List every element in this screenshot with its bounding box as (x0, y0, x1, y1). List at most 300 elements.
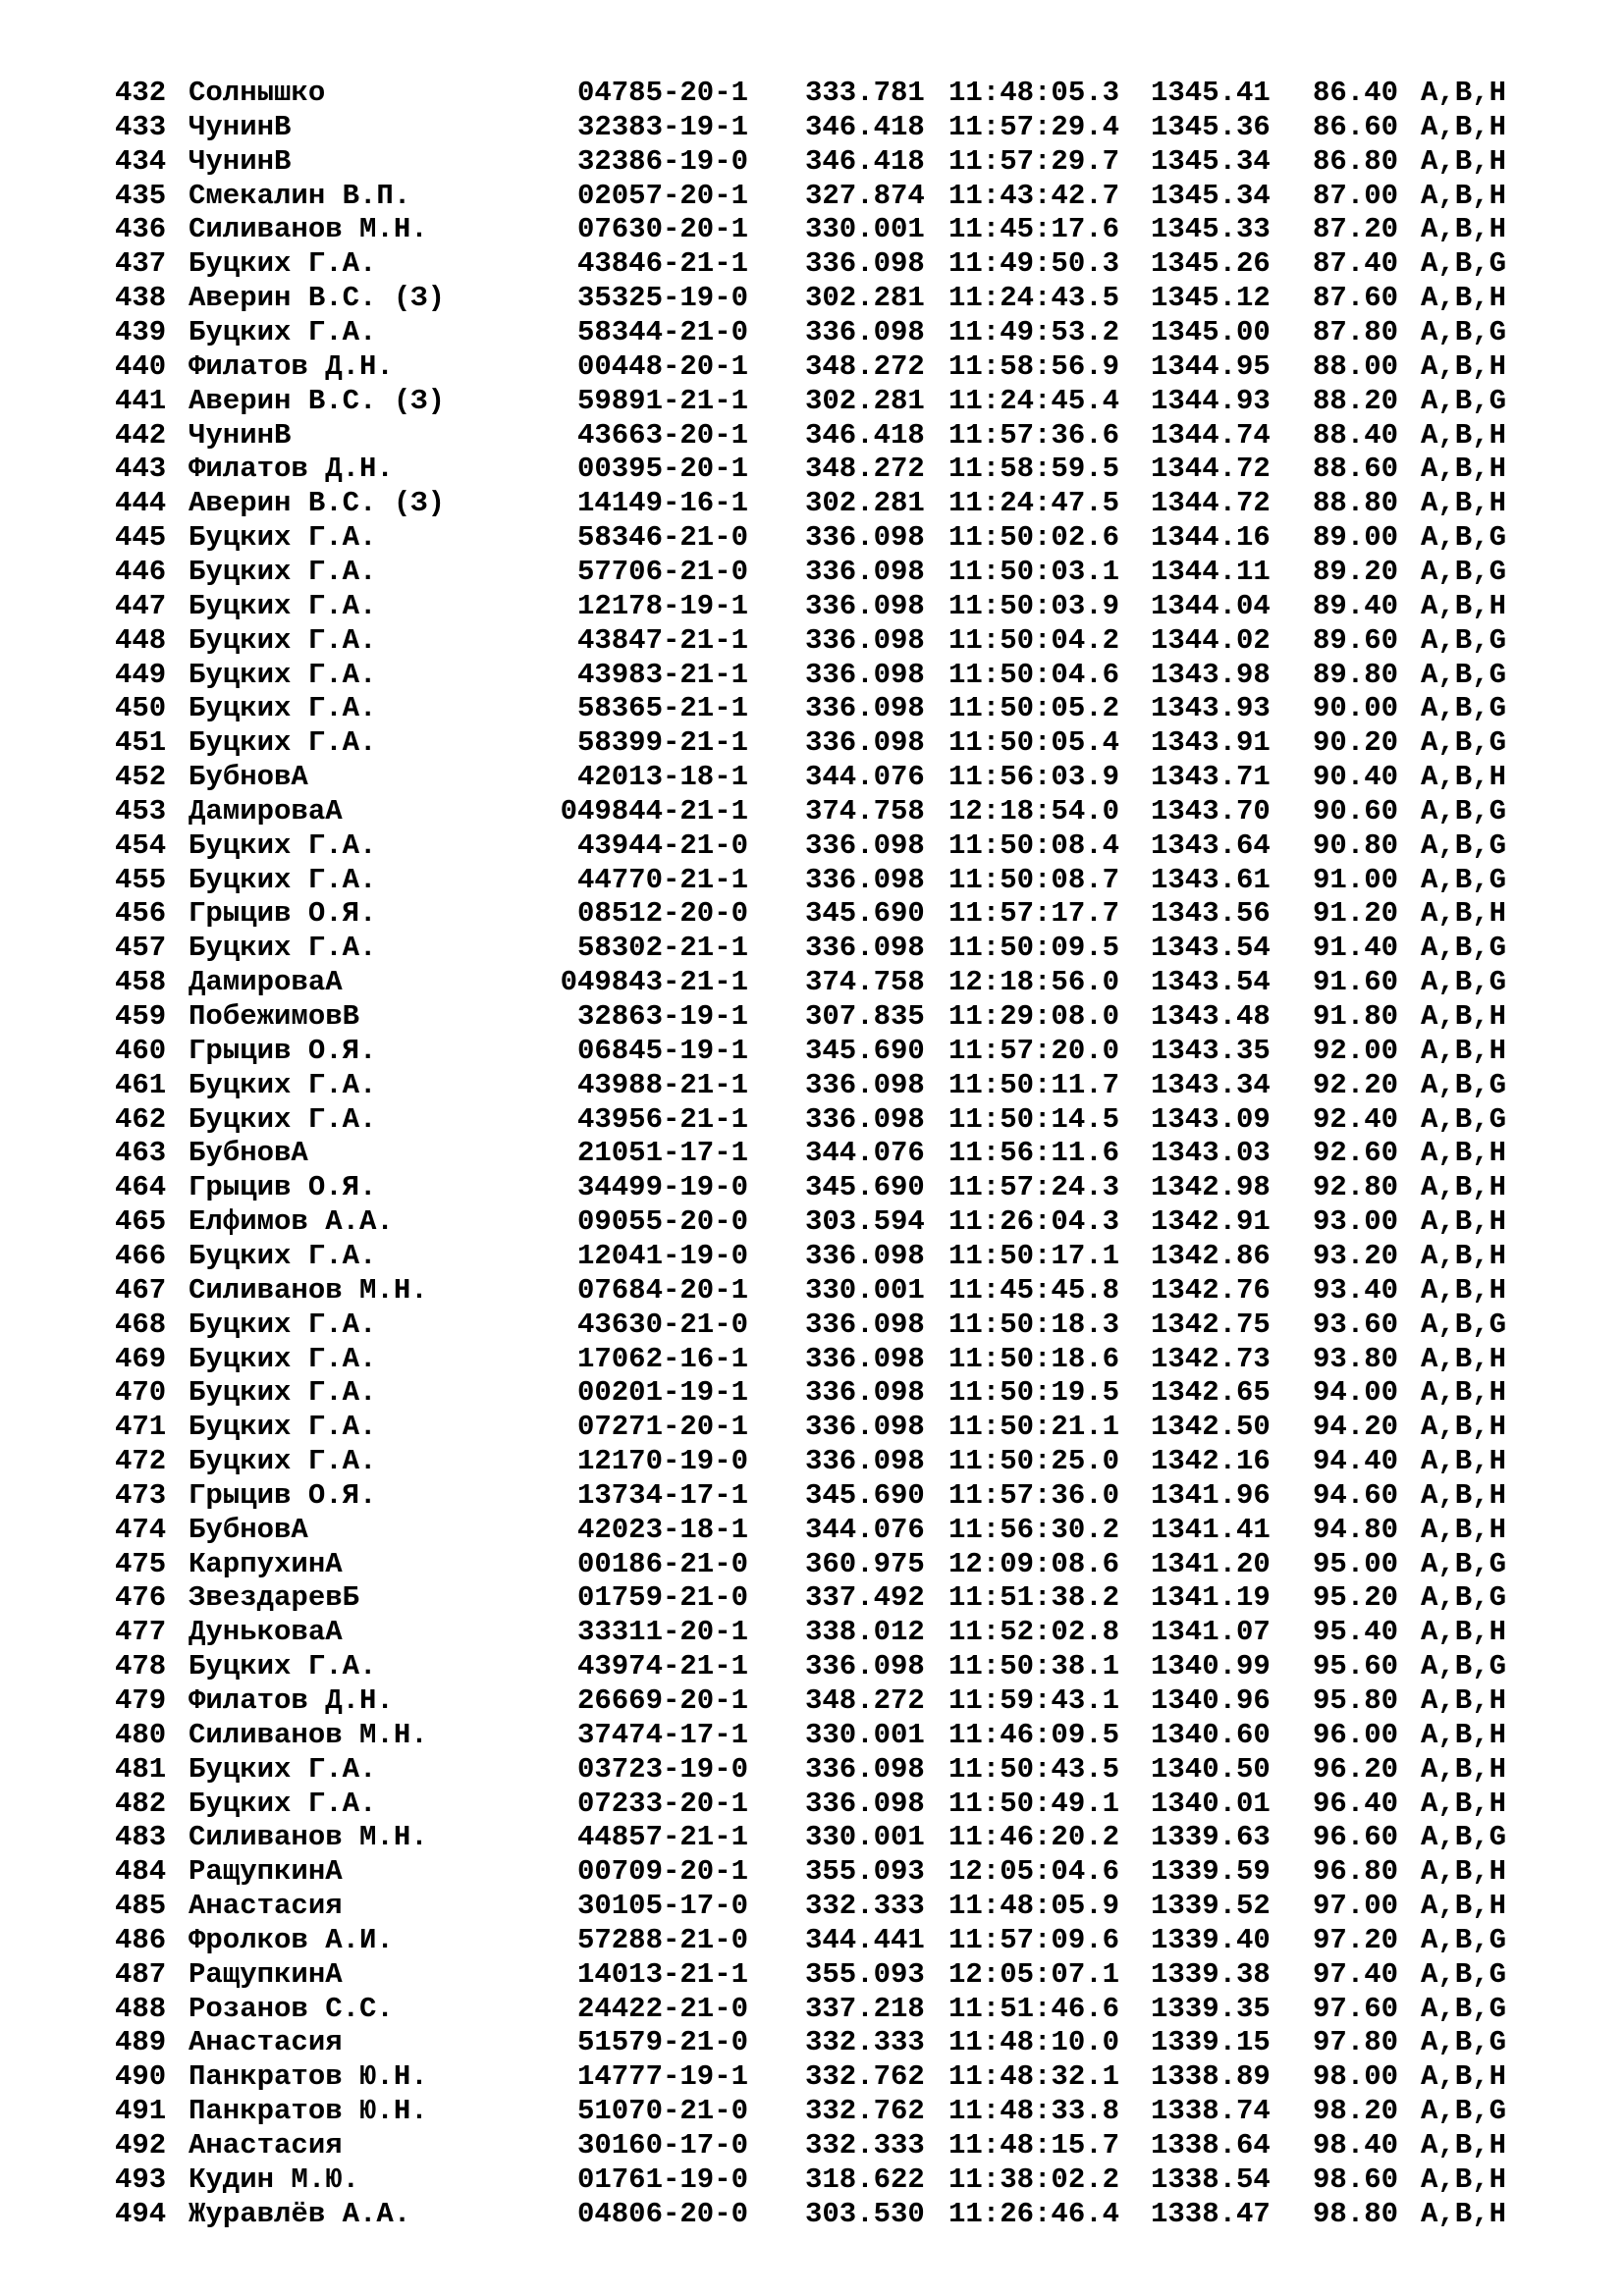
ring-number: 07233-20-1 (576, 1787, 748, 1820)
arrival-time: 11:50:11.7 (948, 1068, 1120, 1101)
result-row (0, 521, 1624, 555)
ring-number: 58344-21-0 (576, 316, 748, 348)
ring-number: 32863-19-1 (576, 1000, 748, 1033)
participant-name: ДамироваА (189, 966, 343, 999)
result-row (0, 726, 1624, 760)
arrival-time: 11:50:02.6 (948, 521, 1120, 554)
result-row (0, 1650, 1624, 1683)
distance: 338.012 (805, 1616, 925, 1649)
result-row (0, 1445, 1624, 1478)
speed: 1343.98 (1151, 658, 1271, 691)
percent: 96.40 (1313, 1787, 1399, 1820)
ring-number: 00448-20-1 (576, 349, 748, 383)
result-row (0, 1821, 1624, 1854)
arrival-time: 11:46:09.5 (948, 1718, 1120, 1751)
ring-number: 30160-17-0 (576, 2129, 748, 2162)
ring-number: 02057-20-1 (576, 179, 748, 212)
row-number: 477 (115, 1616, 167, 1649)
speed: 1343.64 (1151, 828, 1271, 862)
row-number: 448 (115, 623, 167, 657)
result-row (0, 1103, 1624, 1137)
percent: 91.60 (1313, 966, 1399, 999)
result-row (0, 1343, 1624, 1376)
ring-number: 58399-21-1 (576, 726, 748, 760)
speed: 1345.00 (1151, 316, 1271, 348)
distance: 336.098 (805, 1308, 925, 1341)
arrival-time: 11:48:15.7 (948, 2129, 1120, 2162)
participant-name: РащупкинА (189, 1957, 343, 1991)
percent: 91.20 (1313, 897, 1399, 931)
percent: 89.00 (1313, 521, 1399, 554)
speed: 1343.91 (1151, 726, 1271, 760)
speed: 1343.54 (1151, 966, 1271, 999)
row-number: 449 (115, 658, 167, 691)
distance: 307.835 (805, 1000, 925, 1033)
arrival-time: 11:57:29.4 (948, 110, 1120, 143)
participant-name: Буцких Г.А. (189, 1752, 377, 1786)
percent: 94.60 (1313, 1478, 1399, 1512)
row-number: 454 (115, 828, 167, 862)
ring-number: 44857-21-1 (576, 1821, 748, 1854)
speed: 1342.75 (1151, 1308, 1271, 1341)
classes: A,B,G (1421, 1308, 1507, 1341)
classes: A,B,G (1421, 863, 1507, 896)
percent: 96.00 (1313, 1718, 1399, 1751)
result-row (0, 1581, 1624, 1615)
percent: 98.20 (1313, 2095, 1399, 2128)
arrival-time: 11:57:24.3 (948, 1171, 1120, 1204)
speed: 1343.35 (1151, 1034, 1271, 1067)
result-row (0, 1855, 1624, 1889)
distance: 336.098 (805, 1376, 925, 1410)
ring-number: 59891-21-1 (576, 384, 748, 417)
classes: A,B,G (1421, 726, 1507, 760)
percent: 95.20 (1313, 1581, 1399, 1615)
row-number: 469 (115, 1342, 167, 1375)
distance: 346.418 (805, 144, 925, 178)
speed: 1343.56 (1151, 897, 1271, 931)
distance: 330.001 (805, 1718, 925, 1751)
result-row (0, 1514, 1624, 1547)
percent: 88.20 (1313, 384, 1399, 417)
ring-number: 30105-17-0 (576, 1890, 748, 1923)
row-number: 442 (115, 418, 167, 452)
percent: 90.80 (1313, 828, 1399, 862)
result-row (0, 316, 1624, 349)
participant-name: Аверин В.С. (З) (189, 282, 446, 315)
row-number: 479 (115, 1684, 167, 1717)
row-number: 464 (115, 1171, 167, 1204)
percent: 87.80 (1313, 316, 1399, 348)
participant-name: Буцких Г.А. (189, 1411, 377, 1444)
arrival-time: 12:18:54.0 (948, 794, 1120, 828)
result-row (0, 692, 1624, 725)
participant-name: Грыцив О.Я. (189, 1034, 377, 1067)
row-number: 486 (115, 1923, 167, 1956)
percent: 98.60 (1313, 2163, 1399, 2196)
arrival-time: 11:50:05.4 (948, 726, 1120, 760)
classes: A,B,H (1421, 1684, 1507, 1717)
ring-number: 01761-19-0 (576, 2163, 748, 2196)
row-number: 468 (115, 1308, 167, 1341)
distance: 346.418 (805, 110, 925, 143)
ring-number: 43847-21-1 (576, 623, 748, 657)
arrival-time: 11:56:03.9 (948, 761, 1120, 793)
row-number: 440 (115, 349, 167, 383)
classes: A,B,G (1421, 1821, 1507, 1854)
distance: 336.098 (805, 726, 925, 760)
speed: 1345.33 (1151, 213, 1271, 246)
speed: 1345.34 (1151, 144, 1271, 178)
participant-name: ПобежимовВ (189, 1000, 360, 1033)
distance: 336.098 (805, 1068, 925, 1101)
arrival-time: 12:05:07.1 (948, 1957, 1120, 1991)
row-number: 481 (115, 1752, 167, 1786)
percent: 93.00 (1313, 1205, 1399, 1238)
speed: 1342.98 (1151, 1171, 1271, 1204)
participant-name: КарпухинА (189, 1547, 343, 1580)
percent: 91.00 (1313, 863, 1399, 896)
result-row (0, 1308, 1624, 1342)
participant-name: Журавлёв А.А. (189, 2197, 411, 2230)
distance: 346.418 (805, 418, 925, 452)
result-row (0, 795, 1624, 828)
speed: 1343.70 (1151, 794, 1271, 828)
result-row (0, 590, 1624, 623)
participant-name: Розанов С.С. (189, 1992, 394, 2025)
participant-name: Буцких Г.А. (189, 1787, 377, 1820)
percent: 86.60 (1313, 110, 1399, 143)
ring-number: 24422-21-0 (576, 1992, 748, 2025)
speed: 1338.47 (1151, 2197, 1271, 2230)
percent: 86.80 (1313, 144, 1399, 178)
ring-number: 04785-20-1 (576, 77, 748, 109)
arrival-time: 11:57:36.6 (948, 418, 1120, 452)
speed: 1344.04 (1151, 589, 1271, 622)
percent: 97.40 (1313, 1957, 1399, 1991)
row-number: 439 (115, 316, 167, 348)
ring-number: 09055-20-0 (576, 1205, 748, 1238)
classes: A,B,G (1421, 1923, 1507, 1956)
ring-number: 43956-21-1 (576, 1102, 748, 1136)
percent: 97.00 (1313, 1890, 1399, 1923)
speed: 1344.02 (1151, 623, 1271, 657)
participant-name: РащупкинА (189, 1855, 343, 1889)
ring-number: 43974-21-1 (576, 1650, 748, 1683)
speed: 1342.76 (1151, 1273, 1271, 1307)
speed: 1344.72 (1151, 453, 1271, 486)
percent: 93.60 (1313, 1308, 1399, 1341)
arrival-time: 11:50:38.1 (948, 1650, 1120, 1683)
distance: 336.098 (805, 692, 925, 725)
arrival-time: 11:24:47.5 (948, 487, 1120, 520)
row-number: 485 (115, 1890, 167, 1923)
distance: 303.594 (805, 1205, 925, 1238)
speed: 1339.52 (1151, 1890, 1271, 1923)
percent: 92.00 (1313, 1034, 1399, 1067)
classes: A,B,H (1421, 1273, 1507, 1307)
distance: 336.098 (805, 1787, 925, 1820)
speed: 1343.48 (1151, 1000, 1271, 1033)
result-row (0, 2129, 1624, 2163)
classes: A,B,H (1421, 349, 1507, 383)
participant-name: ЗвездаревБ (189, 1581, 360, 1615)
arrival-time: 11:49:53.2 (948, 316, 1120, 348)
distance: 332.333 (805, 1890, 925, 1923)
arrival-time: 11:51:46.6 (948, 1992, 1120, 2025)
arrival-time: 11:50:04.2 (948, 623, 1120, 657)
percent: 92.80 (1313, 1171, 1399, 1204)
distance: 332.333 (805, 2026, 925, 2059)
percent: 87.60 (1313, 282, 1399, 315)
arrival-time: 11:50:04.6 (948, 658, 1120, 691)
participant-name: ДамироваА (189, 794, 343, 828)
classes: A,B,H (1421, 1171, 1507, 1204)
classes: A,B,H (1421, 110, 1507, 143)
arrival-time: 11:50:49.1 (948, 1787, 1120, 1820)
distance: 348.272 (805, 453, 925, 486)
classes: A,B,H (1421, 1718, 1507, 1751)
speed: 1340.50 (1151, 1752, 1271, 1786)
distance: 336.098 (805, 1650, 925, 1683)
classes: A,B,G (1421, 1650, 1507, 1683)
arrival-time: 11:50:14.5 (948, 1102, 1120, 1136)
distance: 302.281 (805, 384, 925, 417)
result-row (0, 1000, 1624, 1034)
ring-number: 04806-20-0 (576, 2197, 748, 2230)
ring-number: 57288-21-0 (576, 1923, 748, 1956)
classes: A,B,H (1421, 897, 1507, 931)
distance: 345.690 (805, 1478, 925, 1512)
arrival-time: 11:50:17.1 (948, 1239, 1120, 1272)
participant-name: Солнышко (189, 77, 326, 109)
percent: 96.60 (1313, 1821, 1399, 1854)
classes: A,B,G (1421, 247, 1507, 281)
distance: 336.098 (805, 932, 925, 965)
speed: 1344.72 (1151, 487, 1271, 520)
arrival-time: 12:18:56.0 (948, 966, 1120, 999)
percent: 95.00 (1313, 1547, 1399, 1580)
result-row (0, 2163, 1624, 2197)
arrival-time: 11:59:43.1 (948, 1684, 1120, 1717)
percent: 88.60 (1313, 453, 1399, 486)
distance: 345.690 (805, 897, 925, 931)
classes: A,B,H (1421, 1034, 1507, 1067)
ring-number: 44770-21-1 (576, 863, 748, 896)
distance: 302.281 (805, 487, 925, 520)
ring-number: 00709-20-1 (576, 1855, 748, 1889)
speed: 1342.73 (1151, 1342, 1271, 1375)
classes: A,B,H (1421, 2163, 1507, 2196)
participant-name: Силиванов М.Н. (189, 1718, 428, 1751)
result-row (0, 1753, 1624, 1787)
row-number: 443 (115, 453, 167, 486)
speed: 1343.54 (1151, 932, 1271, 965)
ring-number: 37474-17-1 (576, 1718, 748, 1751)
percent: 97.80 (1313, 2026, 1399, 2059)
result-row (0, 1069, 1624, 1102)
arrival-time: 11:56:30.2 (948, 1513, 1120, 1546)
classes: A,B,H (1421, 1787, 1507, 1820)
classes: A,B,H (1421, 179, 1507, 212)
speed: 1341.19 (1151, 1581, 1271, 1615)
arrival-time: 11:26:04.3 (948, 1205, 1120, 1238)
row-number: 460 (115, 1034, 167, 1067)
row-number: 466 (115, 1239, 167, 1272)
row-number: 478 (115, 1650, 167, 1683)
arrival-time: 11:29:08.0 (948, 1000, 1120, 1033)
ring-number: 00201-19-1 (576, 1376, 748, 1410)
speed: 1343.71 (1151, 761, 1271, 793)
arrival-time: 11:50:08.4 (948, 828, 1120, 862)
distance: 374.758 (805, 794, 925, 828)
ring-number: 049843-21-1 (560, 966, 748, 999)
arrival-time: 11:38:02.2 (948, 2163, 1120, 2196)
speed: 1343.93 (1151, 692, 1271, 725)
participant-name: Анастасия (189, 2129, 343, 2162)
participant-name: Буцких Г.А. (189, 658, 377, 691)
speed: 1344.16 (1151, 521, 1271, 554)
ring-number: 00395-20-1 (576, 453, 748, 486)
ring-number: 17062-16-1 (576, 1342, 748, 1375)
result-row (0, 2095, 1624, 2128)
participant-name: Буцких Г.А. (189, 247, 377, 281)
classes: A,B,H (1421, 2129, 1507, 2162)
percent: 88.80 (1313, 487, 1399, 520)
ring-number: 58346-21-0 (576, 521, 748, 554)
row-number: 438 (115, 282, 167, 315)
speed: 1345.34 (1151, 179, 1271, 212)
ring-number: 049844-21-1 (560, 794, 748, 828)
result-row (0, 1411, 1624, 1444)
classes: A,B,H (1421, 487, 1507, 520)
speed: 1341.41 (1151, 1513, 1271, 1546)
classes: A,B,H (1421, 1855, 1507, 1889)
speed: 1345.36 (1151, 110, 1271, 143)
distance: 336.098 (805, 828, 925, 862)
classes: A,B,G (1421, 1102, 1507, 1136)
speed: 1345.41 (1151, 77, 1271, 109)
classes: A,B,H (1421, 1205, 1507, 1238)
arrival-time: 11:50:19.5 (948, 1376, 1120, 1410)
participant-name: Анастасия (189, 2026, 343, 2059)
ring-number: 33311-20-1 (576, 1616, 748, 1649)
speed: 1343.03 (1151, 1137, 1271, 1170)
speed: 1345.12 (1151, 282, 1271, 315)
classes: A,B,G (1421, 316, 1507, 348)
percent: 89.60 (1313, 623, 1399, 657)
result-row (0, 111, 1624, 144)
participant-name: Грыцив О.Я. (189, 897, 377, 931)
speed: 1339.38 (1151, 1957, 1271, 1991)
row-number: 493 (115, 2163, 167, 2196)
classes: A,B,H (1421, 1513, 1507, 1546)
result-row (0, 213, 1624, 246)
classes: A,B,H (1421, 1239, 1507, 1272)
percent: 97.20 (1313, 1923, 1399, 1956)
participant-name: Фролков А.И. (189, 1923, 394, 1956)
row-number: 456 (115, 897, 167, 931)
distance: 336.098 (805, 1752, 925, 1786)
result-row (0, 453, 1624, 486)
speed: 1340.01 (1151, 1787, 1271, 1820)
participant-name: Панкратов Ю.Н. (189, 2095, 428, 2128)
arrival-time: 11:45:45.8 (948, 1273, 1120, 1307)
distance: 303.530 (805, 2197, 925, 2230)
distance: 336.098 (805, 1239, 925, 1272)
arrival-time: 11:24:45.4 (948, 384, 1120, 417)
ring-number: 06845-19-1 (576, 1034, 748, 1067)
classes: A,B,G (1421, 555, 1507, 588)
distance: 336.098 (805, 658, 925, 691)
participant-name: Елфимов А.А. (189, 1205, 394, 1238)
arrival-time: 11:50:08.7 (948, 863, 1120, 896)
distance: 355.093 (805, 1957, 925, 1991)
distance: 330.001 (805, 213, 925, 246)
result-row (0, 1719, 1624, 1752)
participant-name: ДуньковаА (189, 1616, 343, 1649)
arrival-time: 11:58:56.9 (948, 349, 1120, 383)
result-row (0, 897, 1624, 931)
row-number: 470 (115, 1376, 167, 1410)
classes: A,B,H (1421, 2197, 1507, 2230)
ring-number: 14777-19-1 (576, 2060, 748, 2094)
arrival-time: 11:51:38.2 (948, 1581, 1120, 1615)
percent: 95.40 (1313, 1616, 1399, 1649)
participant-name: Силиванов М.Н. (189, 1821, 428, 1854)
arrival-time: 11:45:17.6 (948, 213, 1120, 246)
ring-number: 07271-20-1 (576, 1411, 748, 1444)
participant-name: Буцких Г.А. (189, 555, 377, 588)
classes: A,B,G (1421, 1068, 1507, 1101)
speed: 1343.61 (1151, 863, 1271, 896)
classes: A,B,H (1421, 1616, 1507, 1649)
row-number: 445 (115, 521, 167, 554)
classes: A,B,H (1421, 1411, 1507, 1444)
row-number: 457 (115, 932, 167, 965)
result-row (0, 1274, 1624, 1308)
row-number: 432 (115, 77, 167, 109)
row-number: 491 (115, 2095, 167, 2128)
arrival-time: 11:50:18.3 (948, 1308, 1120, 1341)
classes: A,B,H (1421, 453, 1507, 486)
arrival-time: 11:56:11.6 (948, 1137, 1120, 1170)
arrival-time: 11:49:50.3 (948, 247, 1120, 281)
distance: 332.333 (805, 2129, 925, 2162)
result-row (0, 2198, 1624, 2231)
row-number: 435 (115, 179, 167, 212)
participant-name: Буцких Г.А. (189, 692, 377, 725)
participant-name: Буцких Г.А. (189, 1239, 377, 1272)
result-row (0, 1993, 1624, 2026)
distance: 355.093 (805, 1855, 925, 1889)
result-row (0, 145, 1624, 179)
classes: A,B,G (1421, 828, 1507, 862)
ring-number: 43630-21-0 (576, 1308, 748, 1341)
speed: 1341.20 (1151, 1547, 1271, 1580)
distance: 336.098 (805, 1445, 925, 1477)
classes: A,B,G (1421, 521, 1507, 554)
row-number: 475 (115, 1547, 167, 1580)
speed: 1340.99 (1151, 1650, 1271, 1683)
ring-number: 03723-19-0 (576, 1752, 748, 1786)
classes: A,B,H (1421, 1445, 1507, 1477)
arrival-time: 11:43:42.7 (948, 179, 1120, 212)
ring-number: 42013-18-1 (576, 761, 748, 793)
percent: 89.20 (1313, 555, 1399, 588)
row-number: 451 (115, 726, 167, 760)
result-row (0, 761, 1624, 794)
